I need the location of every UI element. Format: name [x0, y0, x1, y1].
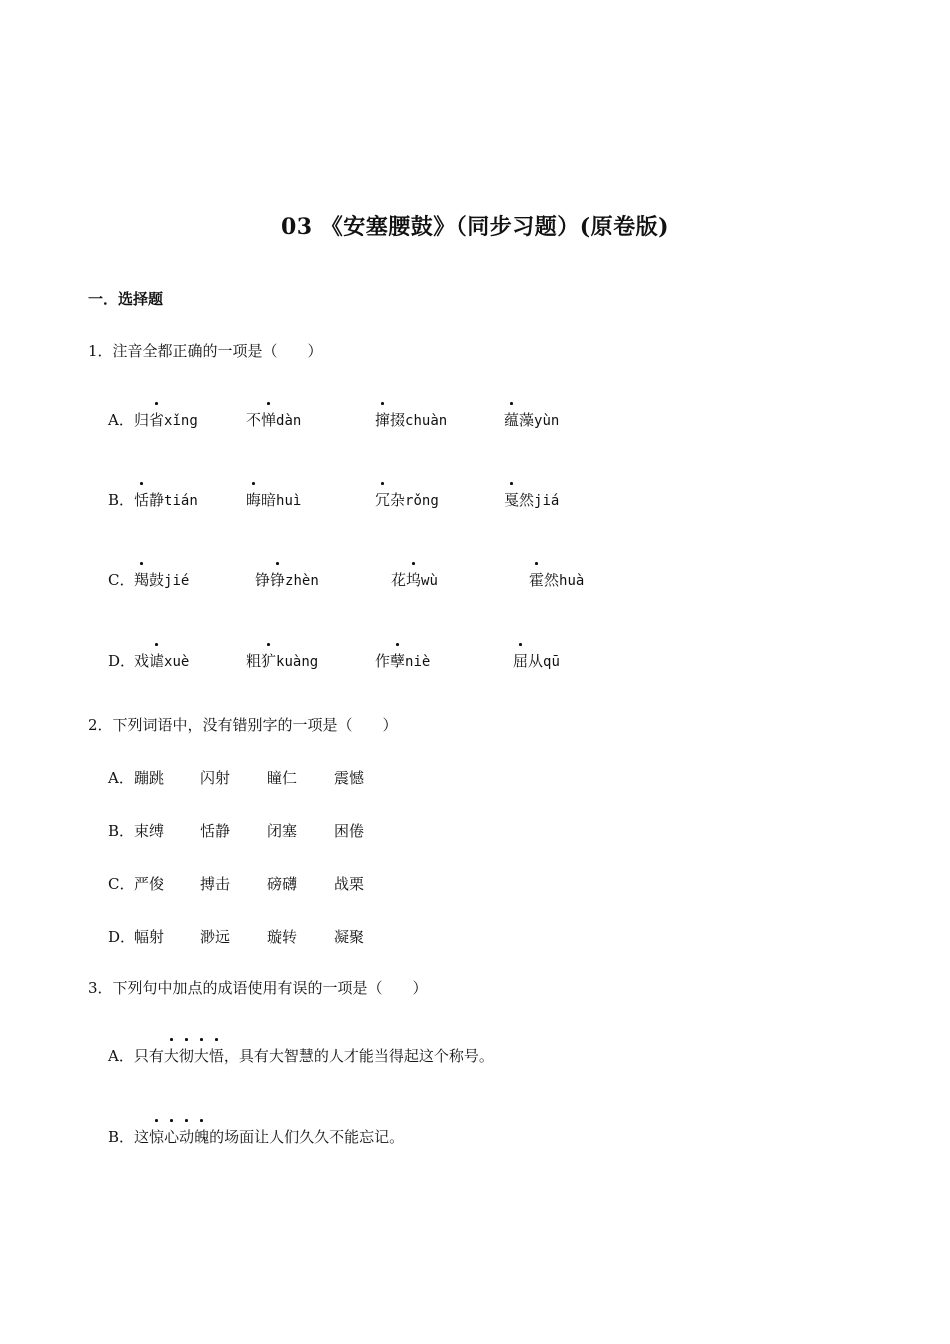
sentence-text: 只有 — [133, 1047, 164, 1065]
pinyin-text: xǐng — [164, 413, 198, 429]
emphasized-char: 蕴 — [504, 411, 520, 429]
word-item: 凝聚 — [334, 928, 365, 946]
pinyin-item — [134, 489, 198, 510]
word-item: 磅礴 — [267, 875, 298, 893]
pinyin-item — [375, 409, 447, 430]
pinyin-item — [134, 409, 198, 430]
emphasized-char: 省 — [149, 411, 165, 429]
word-text: 作 — [375, 652, 391, 670]
emphasized-char: 坞 — [406, 571, 422, 589]
pinyin-text: chuàn — [405, 413, 448, 429]
word-item: 瞳仁 — [267, 769, 298, 787]
word-text: 静 — [149, 491, 165, 509]
question-3-stem: 3．下列句中加点的成语使用有误的一项是（ ） — [88, 979, 428, 997]
page-title: 03 《安塞腰鼓》（同步习题）(原卷版) — [280, 214, 670, 240]
word-item: 蹦跳 — [134, 769, 165, 787]
sentence-option — [108, 1045, 494, 1066]
pinyin-item — [504, 489, 559, 510]
emphasized-char: 屈 — [513, 652, 529, 670]
pinyin-text: qū — [543, 654, 560, 670]
option-label: B． — [108, 491, 135, 509]
word-text: 然 — [544, 571, 560, 589]
pinyin-item — [529, 569, 584, 590]
pinyin-text: jié — [164, 573, 190, 589]
pinyin-item — [375, 650, 430, 671]
question-1-stem: 1．注音全都正确的一项是（ ） — [88, 342, 323, 360]
emphasized-char: 撺 — [375, 411, 391, 429]
emphasized-char: 孽 — [390, 652, 406, 670]
pinyin-text: jiá — [534, 493, 560, 509]
pinyin-text: rǒng — [405, 493, 439, 509]
option-label: A． — [108, 769, 134, 787]
emphasized-char: 魄 — [194, 1128, 210, 1146]
emphasized-char: 犷 — [261, 652, 277, 670]
option-label: C． — [108, 571, 135, 589]
pinyin-text: dàn — [276, 413, 302, 429]
pinyin-item — [134, 569, 189, 590]
sentence-text: 这 — [134, 1128, 150, 1146]
word-item: 渺远 — [200, 928, 231, 946]
option-label: B． — [108, 1128, 135, 1146]
pinyin-item — [391, 569, 438, 590]
word-item: 困倦 — [334, 822, 365, 840]
word-text: 归 — [134, 411, 150, 429]
sentence-text: ，具有大智慧的人才能当得起这个称号。 — [223, 1047, 494, 1065]
pinyin-item — [246, 489, 301, 510]
word-text: 铮 — [255, 571, 271, 589]
option-label: B． — [108, 822, 135, 840]
emphasized-char: 霍 — [529, 571, 545, 589]
emphasized-char: 心 — [164, 1128, 180, 1146]
word-item: 璇转 — [267, 928, 298, 946]
word-item: 搏击 — [200, 875, 231, 893]
emphasized-char: 惮 — [261, 411, 277, 429]
pinyin-text: tián — [164, 493, 198, 509]
option-label: D． — [108, 928, 136, 946]
word-text: 不 — [246, 411, 262, 429]
pinyin-item — [375, 489, 439, 510]
option-label: A． — [108, 411, 134, 429]
word-item: 震憾 — [334, 769, 365, 787]
pinyin-text: xuè — [164, 654, 190, 670]
pinyin-text: huì — [276, 493, 302, 509]
word-item: 严俊 — [134, 875, 165, 893]
word-item: 闪射 — [200, 769, 231, 787]
emphasized-char: 铮 — [270, 571, 286, 589]
emphasized-char: 悟 — [208, 1047, 224, 1065]
word-text: 杂 — [390, 491, 406, 509]
word-text: 粗 — [246, 652, 262, 670]
question-2-stem: 2．下列词语中，没有错别字的一项是（ ） — [88, 716, 398, 734]
emphasized-char: 惊 — [149, 1128, 165, 1146]
word-text: 暗 — [261, 491, 277, 509]
pinyin-item — [246, 409, 301, 430]
option-label: A． — [108, 1047, 134, 1065]
emphasized-char: 动 — [179, 1128, 195, 1146]
option-label: C． — [108, 875, 135, 893]
pinyin-item — [134, 650, 189, 671]
emphasized-char: 大 — [193, 1047, 209, 1065]
pinyin-item — [504, 409, 559, 430]
word-item: 恬静 — [200, 822, 231, 840]
word-item: 束缚 — [134, 822, 165, 840]
emphasized-char: 晦 — [246, 491, 262, 509]
word-text: 花 — [391, 571, 407, 589]
section-heading: 一．选择题 — [88, 290, 164, 308]
sentence-text: 的场面让人们久久不能忘记。 — [209, 1128, 405, 1146]
pinyin-text: kuàng — [276, 654, 319, 670]
emphasized-char: 恬 — [134, 491, 150, 509]
word-text: 藻 — [519, 411, 535, 429]
word-text: 鼓 — [149, 571, 165, 589]
option-label: D． — [108, 652, 136, 670]
pinyin-text: yùn — [534, 413, 560, 429]
word-text: 戏 — [134, 652, 150, 670]
pinyin-item — [246, 650, 318, 671]
emphasized-char: 彻 — [178, 1047, 194, 1065]
emphasized-char: 冗 — [375, 491, 391, 509]
pinyin-text: huà — [559, 573, 585, 589]
word-text: 然 — [519, 491, 535, 509]
sentence-option — [108, 1126, 404, 1147]
pinyin-item — [513, 650, 560, 671]
word-text: 掇 — [390, 411, 406, 429]
word-item: 战栗 — [334, 875, 365, 893]
emphasized-char: 大 — [163, 1047, 179, 1065]
pinyin-text: zhèn — [285, 573, 319, 589]
pinyin-text: niè — [405, 654, 431, 670]
word-item: 闭塞 — [267, 822, 298, 840]
emphasized-char: 戛 — [504, 491, 520, 509]
emphasized-char: 谑 — [149, 652, 165, 670]
emphasized-char: 羯 — [134, 571, 150, 589]
pinyin-item — [255, 569, 319, 590]
word-item: 幅射 — [134, 928, 165, 946]
pinyin-text: wù — [421, 573, 438, 589]
word-text: 从 — [528, 652, 544, 670]
